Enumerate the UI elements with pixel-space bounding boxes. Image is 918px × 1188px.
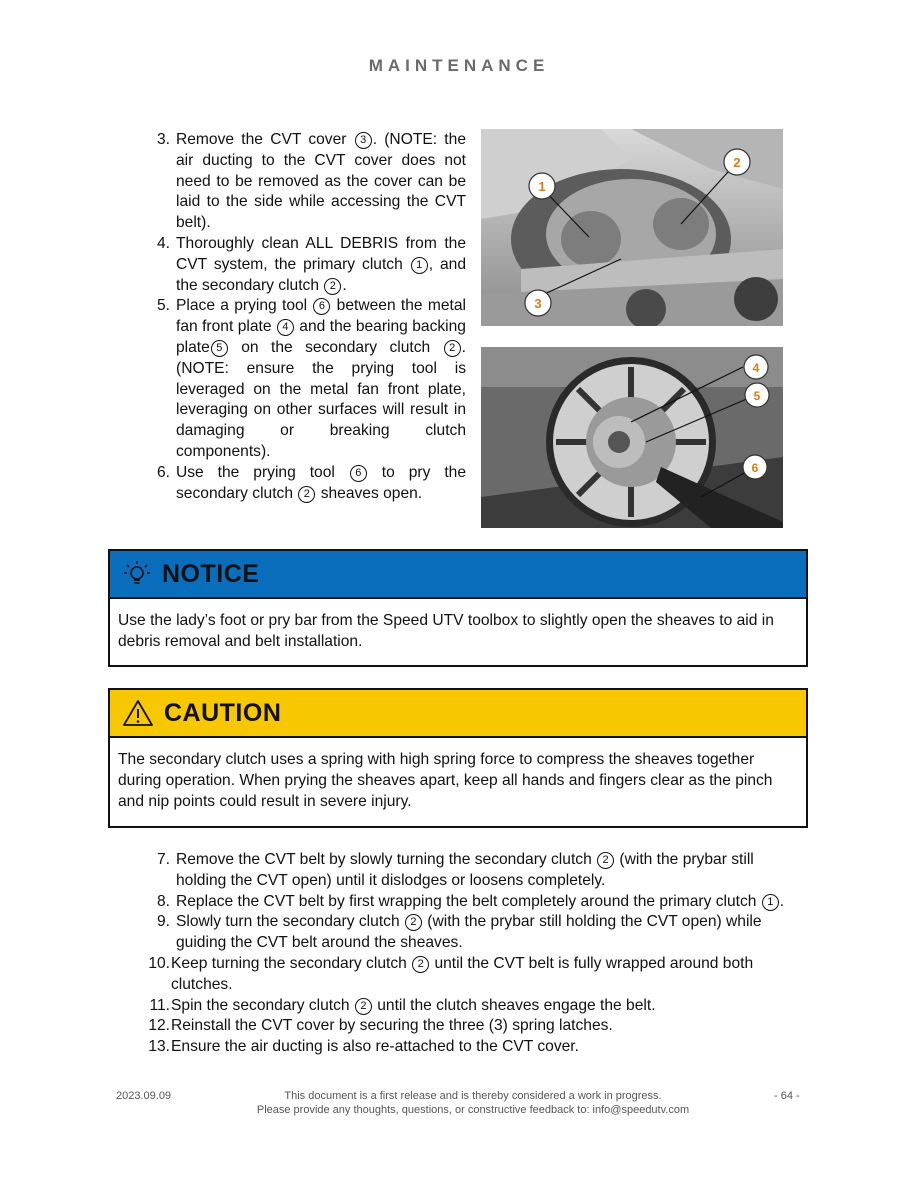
step-number: 7.: [156, 851, 170, 868]
svg-text:4: 4: [752, 361, 760, 375]
footer-note: [230, 1089, 716, 1117]
part-reference-marker: 1: [411, 257, 428, 274]
lightbulb-icon: [122, 559, 152, 589]
part-reference-marker: 6: [350, 465, 367, 482]
part-reference-marker: 5: [211, 340, 228, 357]
step-text: Use the prying tool 6 to pry the secondary clutch 2 sheaves open.: [176, 463, 466, 502]
step-text: Slowly turn the secondary clutch 2 (with the prybar still holding the CVT open) while guiding the CVT belt around the sheaves.: [176, 913, 762, 952]
step-text: Remove the CVT belt by slowly turning the secondary clutch 2 (with the prybar still holding the CVT open) until it dislodges or loosens completely.: [176, 851, 754, 889]
step-item: [140, 234, 466, 296]
page-header: MAINTENANCE: [368, 56, 550, 75]
callout-marker-4: [744, 355, 768, 379]
callout-marker-2: [724, 149, 750, 175]
page-number: - 64 -: [774, 1090, 800, 1102]
step-number: 5.: [156, 297, 170, 315]
step-number: 8.: [156, 892, 170, 910]
footer-line-2: Please provide any thoughts, questions, or constructive feedback to: info@speedutv.com: [256, 1104, 690, 1116]
callout-marker-3: [525, 290, 551, 316]
caution-header: [110, 690, 806, 738]
svg-text:3: 3: [534, 296, 542, 311]
caution-text: The secondary clutch uses a spring with high spring force to compress the sheaves together during operation. When prying the sheaves apart, keep all hands and fingers clear as the pinch and nip points could result in severe injury.: [118, 751, 773, 810]
secondary-clutch-photo: [481, 347, 783, 528]
notice-text: Use the lady’s foot or pry bar from the Speed UTV toolbox to slightly open the sheaves to aid in debris removal and belt installation.: [118, 612, 774, 650]
callout-marker-1: [529, 173, 555, 199]
callout-marker-5: [745, 383, 769, 407]
part-reference-marker: 6: [313, 298, 330, 315]
notice-header: [110, 551, 806, 599]
svg-text:5: 5: [753, 389, 761, 403]
notice-title: NOTICE: [162, 559, 260, 588]
step-number: 4.: [156, 234, 170, 252]
part-reference-marker: 2: [597, 852, 614, 869]
steps-list-bottom: [140, 850, 804, 1058]
step-item: [140, 892, 804, 913]
part-reference-marker: 2: [324, 278, 341, 295]
step-number: 13.: [148, 1038, 170, 1056]
step-item: [140, 850, 804, 892]
part-reference-marker: 2: [298, 486, 315, 503]
step-text: Place a prying tool 6 between the metal fan front plate 4 and the bearing backing plate 5 on the secondary clutch 2 . (NOTE: ensure the prying tool is leveraged on the metal fan front plate, leveraging on other surfaces will result in damaging or breaking clutch components).: [176, 297, 467, 460]
part-reference-marker: 1: [762, 894, 779, 911]
step-item: [140, 296, 466, 462]
step-number: 6.: [156, 463, 170, 481]
notice-box: [108, 549, 808, 667]
step-item: [140, 996, 804, 1017]
step-item: [140, 912, 804, 954]
step-text: Ensure the air ducting is also re-attached to the CVT cover.: [171, 1038, 579, 1056]
caution-title: CAUTION: [164, 698, 282, 727]
step-text: Remove the CVT cover 3 . (NOTE: the air ducting to the CVT cover does not need to be removed as the cover can be laid to the side while accessing the CVT belt).: [176, 131, 466, 232]
step-number: 9.: [156, 913, 170, 931]
step-number: 10.: [148, 954, 170, 972]
step-number: 11.: [149, 996, 170, 1014]
step-number: 12.: [148, 1017, 170, 1035]
step-text: Spin the secondary clutch 2 until the clutch sheaves engage the belt.: [171, 996, 656, 1014]
part-reference-marker: 2: [444, 340, 461, 357]
step-item: [140, 954, 804, 996]
part-reference-marker: 2: [405, 914, 422, 931]
warning-triangle-icon: [122, 698, 154, 728]
footer-date: 2023.09.09: [116, 1090, 172, 1102]
steps-list-top: [140, 130, 466, 504]
step-item: [140, 463, 466, 505]
svg-text:6: 6: [751, 461, 759, 475]
cvt-cover-photo: [481, 129, 783, 326]
step-item: [140, 130, 466, 234]
step-number: 3.: [156, 131, 170, 148]
caution-box: [108, 688, 808, 828]
step-item: [140, 1016, 804, 1037]
svg-text:2: 2: [733, 155, 741, 170]
step-text: Keep turning the secondary clutch 2 until the CVT belt is fully wrapped around both clutches.: [171, 954, 754, 993]
step-text: Thoroughly clean ALL DEBRIS from the CVT system, the primary clutch 1 , and the secondary clutch 2 .: [176, 234, 466, 294]
footer-line-1: This document is a first release and is thereby considered a work in progress.: [284, 1090, 662, 1102]
part-reference-marker: 4: [277, 319, 294, 336]
svg-text:1: 1: [538, 179, 546, 194]
step-text: Replace the CVT belt by first wrapping the belt completely around the primary clutch 1 .: [176, 892, 785, 910]
part-reference-marker: 2: [412, 956, 429, 973]
callout-marker-6: [743, 455, 767, 479]
part-reference-marker: 3: [355, 132, 372, 149]
step-item: [140, 1037, 804, 1058]
step-text: Reinstall the CVT cover by securing the three (3) spring latches.: [171, 1017, 613, 1035]
part-reference-marker: 2: [355, 998, 372, 1015]
